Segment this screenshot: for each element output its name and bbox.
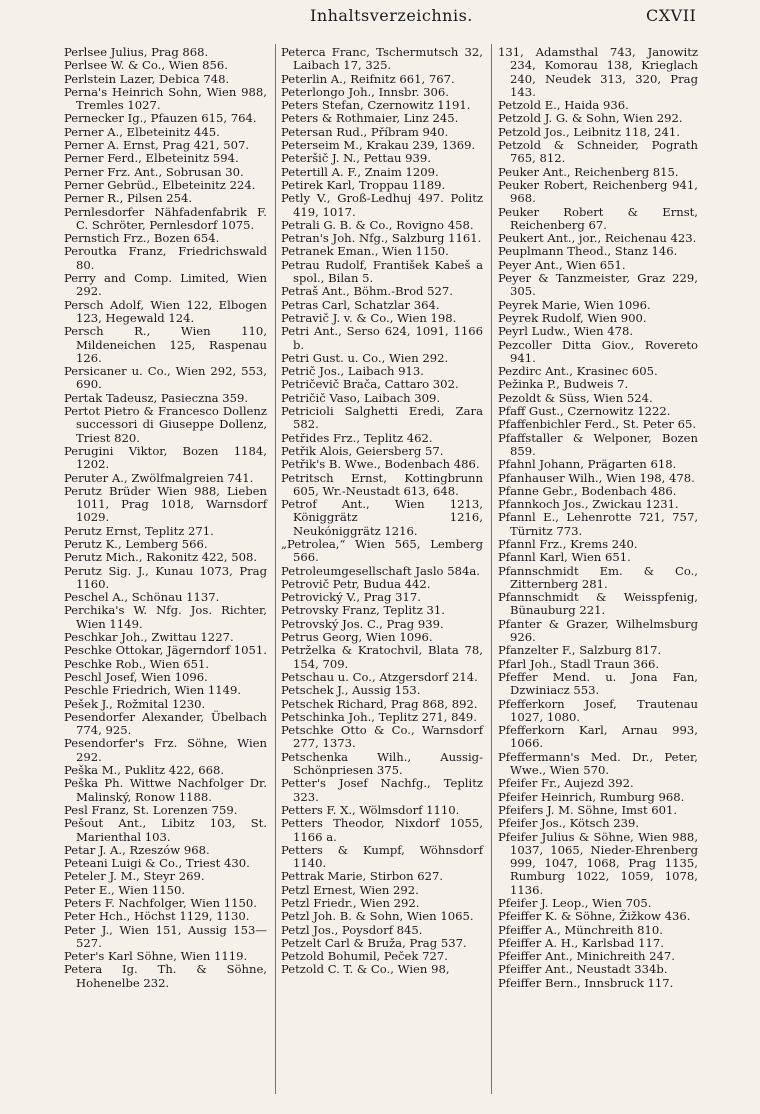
index-entry: Persch R., Wien 110, Mildeneichen 125, Raspenau 126. [64, 324, 267, 365]
index-entry: Perner Ferd., Elbeteinitz 594. [64, 151, 239, 166]
index-entry: Perlsee W. & Co., Wien 856. [64, 58, 228, 73]
index-entry: Petřik Alois, Geiersberg 57. [281, 443, 444, 458]
index-entry: Petri Gust. u. Co., Wien 292. [281, 350, 449, 365]
index-entry: Pfannkoch Jos., Zwickau 1231. [498, 497, 679, 512]
index-entry: Peruter A., Zwölfmalgreien 741. [64, 470, 254, 485]
index-entry: Peterlongo Joh., Innsbr. 306. [281, 84, 449, 99]
index-entry: Pesl Franz, St. Lorenzen 759. [64, 802, 238, 817]
index-entry: Pfannl E., Lehenrotte 721, 757, Türnitz 773. [498, 510, 698, 538]
index-entry: Peška Ph. Wittwe Nachfolger Dr. Malinský, Ronow 1188. [64, 776, 267, 804]
index-entry: Pfannl Frz., Krems 240. [498, 536, 638, 551]
index-entry: Petertill A. F., Znaim 1209. [281, 164, 439, 179]
index-entry: Petschek J., Aussig 153. [281, 683, 421, 698]
index-entry: Petters Theodor, Nixdorf 1055, 1166 a. [281, 816, 483, 844]
index-entry: Petter's Josef Nachfg., Teplitz 323. [281, 776, 483, 804]
index-entry: Pfefferkorn Karl, Arnau 993, 1066. [498, 723, 698, 751]
index-entry: Petschinka Joh., Teplitz 271, 849. [281, 709, 477, 724]
index-entry: Peukert Ant., jor., Reichenau 423. [498, 231, 697, 246]
column-divider [491, 44, 492, 1094]
index-entry: Petschenka Wilh., Aussig-Schönpriesen 375. [281, 749, 483, 778]
index-entry: Pfaffstaller & Welponer, Bozen 859. [498, 430, 698, 458]
index-entry: Peška M., Puklitz 422, 668. [64, 763, 225, 778]
index-entry: Persicaner u. Co., Wien 292, 553, 690. [64, 364, 267, 392]
index-entry: Persch Adolf, Wien 122, Elbogen 123, Hegewald 124. [64, 297, 267, 325]
index-entry: Peschl Josef, Wien 1096. [64, 669, 208, 684]
index-entry: Pfeiffer Ant., Minichreith 247. [498, 949, 675, 964]
index-entry: Peterseim M., Krakau 239, 1369. [281, 138, 476, 153]
index-entry: Perlsee Julius, Prag 868. [64, 45, 209, 59]
index-entry: Peteler J. M., Steyr 269. [64, 869, 205, 884]
index-entry: Petras Carl, Schatzlar 364. [281, 297, 440, 312]
index-entry: Peterlin A., Reifnitz 661, 767. [281, 71, 455, 86]
index-entry: Petrželka & Kratochvil, Blata 78, 154, 709. [281, 643, 483, 671]
index-entry: Pfarl Joh., Stadl Traun 366. [498, 656, 660, 671]
index-entry: Petrof Ant., Wien 1213, Königgrätz 1216, Neukóniggrätz 1216. [281, 497, 483, 538]
index-entry: Perner A. Ernst, Prag 421, 507. [64, 138, 250, 153]
index-entry: Pfeiffer K. & Söhne, Žižkow 436. [498, 909, 691, 924]
index-entry: Petzl Joh. B. & Sohn, Wien 1065. [281, 909, 474, 924]
index-entry: Petricioli Salghetti Eredi, Zara 582. [281, 404, 483, 432]
index-entry: Pfaff Gust., Czernowitz 1222. [498, 404, 671, 419]
index-entry: 131, Adamsthal 743, Janowitz 234, Komorau 138, Krieglach 240, Neudek 313, 320, Prag 143. [498, 45, 698, 99]
index-entry: Petar J. A., Rzeszów 968. [64, 842, 210, 857]
index-entry: Pfeffer Mend. u. Jona Fan, Dzwiniacz 553. [498, 669, 698, 698]
index-entry: Perutz K., Lemberg 566. [64, 536, 208, 551]
index-entry: Petřides Frz., Teplitz 462. [281, 430, 433, 445]
index-entry: Petran's Joh. Nfg., Salzburg 1161. [281, 231, 482, 246]
index-entry: Pfannschmidt Em. & Co., Zitternberg 281. [498, 563, 698, 591]
column-divider [275, 44, 276, 1094]
index-entry: Pfeiffer Ant., Neustadt 334b. [498, 962, 668, 977]
index-entry: Pfanter & Grazer, Wilhelmsburg 926. [498, 616, 698, 645]
index-entry: Petschau u. Co., Atzgersdorf 214. [281, 669, 478, 684]
index-entry: Peschkar Joh., Zwittau 1227. [64, 630, 234, 645]
index-column-1 [64, 46, 267, 990]
index-entry: Petzold & Schneider, Pograth 765, 812. [498, 138, 698, 166]
index-entry: Petzl Ernest, Wien 292. [281, 882, 419, 897]
index-entry: Pertak Tadeusz, Pasieczna 359. [64, 390, 249, 405]
index-entry: Petranek Eman., Wien 1150. [281, 244, 449, 259]
index-entry: Petzold Jos., Leibnitz 118, 241. [498, 124, 680, 139]
index-entry: Pfaffenbichler Ferd., St. Peter 65. [498, 417, 697, 432]
index-entry: Pfeifers J. M. Söhne, Imst 601. [498, 802, 678, 817]
index-entry: Petrali G. B. & Co., Rovigno 458. [281, 217, 474, 232]
index-entry: Peter J., Wien 151, Aussig 153—527. [64, 922, 267, 950]
index-entry: Petřik's B. Wwe., Bodenbach 486. [281, 457, 480, 472]
index-entry: Petrovický V., Prag 317. [281, 590, 421, 605]
index-entry: Pfeifer Jos., Kötsch 239. [498, 816, 640, 831]
index-entry: Petroleumgesellschaft Jaslo 584a. [281, 563, 480, 578]
index-entry: Perchika's W. Nfg. Jos. Richter, Wien 1149. [64, 603, 267, 631]
index-entry: Peyer & Tanzmeister, Graz 229, 305. [498, 271, 698, 299]
index-entry: Petzelt Carl & Bruža, Prag 537. [281, 935, 467, 950]
index-entry: Pešout Ant., Libitz 103, St. Marienthal 103. [64, 816, 267, 844]
index-entry: Petri Ant., Serso 624, 1091, 1166 b. [281, 324, 483, 352]
index-entry: Pernstich Frz., Bozen 654. [64, 231, 220, 246]
index-entry: Petrič Jos., Laibach 913. [281, 364, 424, 379]
index-entry: Pezcoller Ditta Giov., Rovereto 941. [498, 337, 698, 365]
index-entry: Petritsch Ernst, Kottingbrunn 605, Wr.-Neustadt 613, 648. [281, 470, 483, 498]
index-entry: Perlstein Lazer, Debica 748. [64, 71, 230, 86]
index-entry: Pfeifer J. Leop., Wien 705. [498, 896, 652, 910]
index-entry: Petters F. X., Wölmsdorf 1110. [281, 802, 460, 817]
index-entry: Petrovič Petr, Budua 442. [281, 576, 431, 591]
index-entry: Peters Stefan, Czernowitz 1191. [281, 98, 471, 113]
index-entry: Peroutka Franz, Friedrichswald 80. [64, 244, 267, 272]
index-entry: Peyrek Rudolf, Wien 900. [498, 310, 647, 325]
index-entry: Pfanzelter F., Salzburg 817. [498, 643, 662, 658]
index-entry: Pfeiffer A. H., Karlsbad 117. [498, 935, 664, 950]
index-entry: Petrovský Jos. C., Prag 939. [281, 616, 444, 631]
index-entry: Perner Gebrüd., Elbeteinitz 224. [64, 177, 256, 192]
index-entry: Petričevič Brača, Cattaro 302. [281, 377, 459, 392]
index-entry: Pfeifer Julius & Söhne, Wien 988, 1037, 1065, Nieder-Ehrenberg 999, 1047, 1068, Prag 1135, Rumburg 1022, 1059, 1078, 1136. [498, 829, 698, 897]
index-entry: Pežinka P., Budweis 7. [498, 377, 629, 392]
index-entry: Petrus Georg, Wien 1096. [281, 630, 433, 645]
index-entry: Pešek J., Rožmital 1230. [64, 696, 206, 711]
index-entry: Pfannl Karl, Wien 651. [498, 550, 631, 565]
index-entry: Petters & Kumpf, Wöhnsdorf 1140. [281, 842, 483, 871]
index-entry: Perutz Brüder Wien 988, Lieben 1011, Prag 1018, Warnsdorf 1029. [64, 483, 267, 525]
index-entry: Perry and Comp. Limited, Wien 292. [64, 271, 267, 299]
index-entry: Perugini Viktor, Bozen 1184, 1202. [64, 443, 267, 472]
index-entry: Petraš Ant., Böhm.-Brod 527. [281, 284, 453, 299]
index-entry: Petričič Vaso, Laibach 309. [281, 390, 441, 405]
index-entry: Pesendorfer's Frz. Söhne, Wien 292. [64, 736, 267, 764]
index-entry: Peyer Ant., Wien 651. [498, 257, 626, 272]
index-entry: Petersan Rud., Příbram 940. [281, 124, 449, 139]
index-entry: Peteani Luigi & Co., Triest 430. [64, 856, 250, 871]
index-entry: Peuplmann Theod., Stanz 146. [498, 244, 678, 259]
index-entry: Pernecker Ig., Pfauzen 615, 764. [64, 111, 257, 126]
index-entry: Perner Frz. Ant., Sobrusan 30. [64, 164, 244, 179]
index-entry: Pezoldt & Süss, Wien 524. [498, 390, 653, 405]
index-entry: Petzold Bohumil, Peček 727. [281, 949, 448, 964]
page-header [0, 6, 760, 28]
index-entry: Petrovsky Franz, Teplitz 31. [281, 603, 445, 618]
index-entry: Peters & Rothmaier, Linz 245. [281, 111, 459, 126]
index-entry: Peteršič J. N., Pettau 939. [281, 151, 431, 166]
index-entry: Peter Hch., Höchst 1129, 1130. [64, 909, 250, 924]
index-entry: Pertot Pietro & Francesco Dollenz successori di Giuseppe Dollenz, Triest 820. [64, 404, 267, 445]
index-entry: Peschke Rob., Wien 651. [64, 656, 210, 671]
page-number: CXVII [646, 6, 697, 25]
index-entry: Perner R., Pilsen 254. [64, 191, 193, 206]
index-entry: Pfahnl Johann, Prägarten 618. [498, 457, 677, 472]
index-entry: Perutz Mich., Rakonitz 422, 508. [64, 550, 258, 565]
index-entry: Petzold C. T. & Co., Wien 98, [281, 962, 450, 977]
index-entry: Petschek Richard, Prag 868, 892. [281, 696, 478, 711]
index-entry: Pesendorfer Alexander, Übelbach 774, 925. [64, 709, 267, 738]
index-entry: Pfeifer Heinrich, Rumburg 968. [498, 789, 685, 804]
index-entry: Petrau Rudolf, František Kabeš a spol., Bilan 5. [281, 257, 483, 286]
index-entry: Petzold E., Haida 936. [498, 98, 629, 113]
index-entry: Pernlesdorfer Nähfadenfabrik F. C. Schröter, Pernlesdorf 1075. [64, 204, 267, 232]
index-entry: Pettrak Marie, Stirbon 627. [281, 869, 444, 884]
index-entry: Pfeiffer A., Münchreith 810. [498, 922, 663, 937]
index-entry: Peuker Ant., Reichenberg 815. [498, 164, 679, 179]
index-entry: Peuker Robert & Ernst, Reichenberg 67. [498, 204, 698, 232]
index-entry: Pfanne Gebr., Bodenbach 486. [498, 483, 677, 498]
index-entry: Petly V., Groß-Ledhuj 497. Politz 419, 1017. [281, 191, 483, 219]
index-entry: Perutz Ernst, Teplitz 271. [64, 523, 214, 538]
index-entry: Petravič J. v. & Co., Wien 198. [281, 310, 457, 325]
index-entry: Peyrek Marie, Wien 1096. [498, 297, 651, 312]
index-entry: Petzl Jos., Poysdorf 845. [281, 922, 423, 937]
index-entry: Pfeffermann's Med. Dr., Peter, Wwe., Wien 570. [498, 749, 698, 778]
index-entry: Peyrl Ludw., Wien 478. [498, 324, 634, 339]
index-entry: Peters F. Nachfolger, Wien 1150. [64, 896, 257, 910]
index-entry: Perner A., Elbeteinitz 445. [64, 124, 220, 139]
index-entry: Pfeifer Fr., Aujezd 392. [498, 776, 634, 791]
index-entry: Petirek Karl, Troppau 1189. [281, 177, 446, 192]
index-entry: Peuker Robert, Reichenberg 941, 968. [498, 177, 698, 206]
index-entry: Petzold J. G. & Sohn, Wien 292. [498, 111, 683, 126]
index-entry: Petschke Otto & Co., Warnsdorf 277, 1373. [281, 723, 483, 751]
index-entry: Petzl Friedr., Wien 292. [281, 896, 420, 910]
index-entry: Pfannschmidt & Weisspfenig, Bünauburg 221. [498, 590, 698, 618]
index-entry: Perutz Sig. J., Kunau 1073, Prag 1160. [64, 563, 267, 591]
index-entry: Peschel A., Schönau 1137. [64, 590, 220, 605]
index-column-2 [281, 46, 483, 977]
running-title: Inhaltsverzeichnis. [310, 6, 473, 25]
index-entry: „Petrolea,“ Wien 565, Lemberg 566. [281, 536, 483, 565]
index-entry: Petera Ig. Th. & Söhne, Hohenelbe 232. [64, 962, 267, 990]
index-entry: Peschke Ottokar, Jägerndorf 1051. [64, 643, 267, 658]
index-entry: Pfeiffer Bern., Innsbruck 117. [498, 975, 674, 990]
index-entry: Pfefferkorn Josef, Trautenau 1027, 1080. [498, 696, 698, 724]
index-column-3 [498, 46, 698, 990]
index-entry: Peschle Friedrich, Wien 1149. [64, 683, 242, 698]
index-entry: Pfanhauser Wilh., Wien 198, 478. [498, 470, 695, 485]
index-entry: Perna's Heinrich Sohn, Wien 988, Tremles 1027. [64, 84, 267, 113]
index-entry: Peter E., Wien 1150. [64, 882, 186, 897]
index-entry: Pezdirc Ant., Krasinec 605. [498, 364, 658, 379]
index-entry: Peterca Franc, Tschermutsch 32, Laibach 17, 325. [281, 45, 483, 73]
index-entry: Peter's Karl Söhne, Wien 1119. [64, 949, 248, 964]
